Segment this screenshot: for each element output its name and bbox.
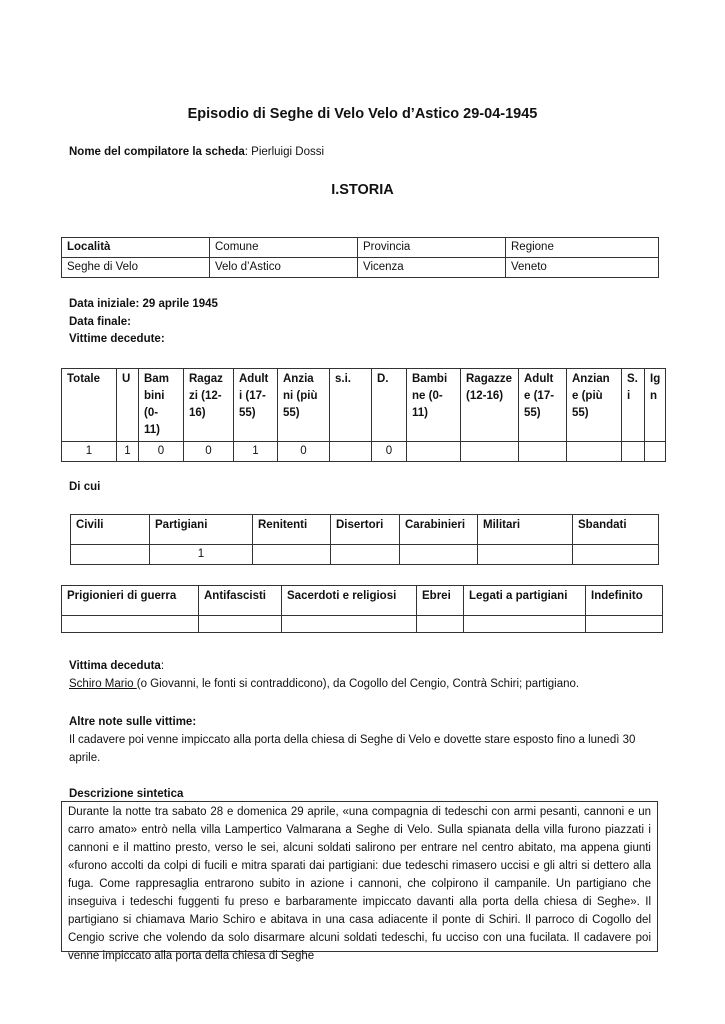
victims-header-cell-line: 11): [412, 407, 428, 419]
category-table-1: [70, 514, 659, 565]
victims-header-cell-line: 11): [144, 424, 160, 436]
victims-header-cell-line: Bam: [144, 373, 169, 385]
location-header-row: [62, 238, 659, 258]
victims-value-cell: [645, 442, 666, 462]
category-1-value-row: [71, 545, 659, 565]
victims-header-cell: [62, 369, 117, 442]
victims-value-cell: [567, 442, 622, 462]
victims-header-cell-line: Ig: [650, 373, 661, 385]
victims-header-cell: [117, 369, 139, 442]
category-2-header-cell: Antifascisti: [199, 586, 282, 616]
victims-header-cell: [567, 369, 622, 442]
victims-header-cell: [184, 369, 234, 442]
victims-header-cell: [234, 369, 278, 442]
victims-header-cell-line: e (17-: [524, 390, 555, 402]
victims-header-cell-line: 55): [572, 407, 589, 419]
victims-header-cell-line: Adult: [524, 373, 554, 385]
category-1-header-cell: Carabinieri: [400, 515, 478, 545]
victims-value-cell: [330, 442, 372, 462]
description-label: Descrizione sintetica: [69, 788, 184, 800]
category-1-value-cell: [71, 545, 150, 565]
category-2-header-cell: Ebrei: [417, 586, 464, 616]
victims-header-cell: [407, 369, 461, 442]
category-table-2: [61, 585, 663, 633]
di-cui-label: Di cui: [69, 481, 101, 493]
victims-value-cell: [461, 442, 519, 462]
victims-header-cell-line: i (17-: [239, 390, 266, 402]
dates-block: [69, 296, 218, 349]
victims-value-row: [62, 442, 666, 462]
page-title: Episodio di Seghe di Velo Velo d’Astico 29-04-1945: [187, 106, 538, 122]
victims-label: Vittime decedute:: [69, 333, 165, 345]
category-2-header-cell: Prigionieri di guerra: [62, 586, 199, 616]
location-value-cell: Veneto: [506, 258, 659, 278]
category-1-header-cell: Sbandati: [573, 515, 659, 545]
category-2-value-row: [62, 616, 663, 633]
victims-header-cell-line: e (più: [572, 390, 603, 402]
location-table: [61, 237, 659, 278]
victim-details: (o Giovanni, le fonti si contraddicono), da Cogollo del Cengio, Contrà Schiri; partigiano.: [136, 678, 580, 690]
victims-value-cell: [407, 442, 461, 462]
victim-section: [69, 657, 657, 693]
victims-header-cell-line: Adult: [239, 373, 269, 385]
victims-header-cell-line: Anzia: [283, 373, 314, 385]
location-value-cell: Seghe di Velo: [62, 258, 210, 278]
category-1-value-cell: [331, 545, 400, 565]
victims-header-cell: [372, 369, 407, 442]
category-1-header-cell: Disertori: [331, 515, 400, 545]
compiler-separator: :: [244, 146, 252, 158]
victims-header-cell-line: (0-: [144, 407, 159, 419]
victims-header-cell-line: ne (0-: [412, 390, 443, 402]
description-box: Durante la notte tra sabato 28 e domenica 29 aprile, «una compagnia di tedeschi con armi pesanti, cannoni e un carro amato» entrò nella villa Lampertico Valmarana a Seghe di Velo. Sulla spianata della villa furono piazzati i cannoni e il mattino presto, verso le sei, alcuni soldati salirono per entrare nel centro abitato, ma appena giunti «furono accolti da colpi di fucili e mitra sparati dai partigiani: due tedeschi rimasero uccisi e gli altri si dettero alla fuga. Come rappresaglia entrarono subito in azione i cannoni, che colpirono il campanile. Un partigiano che inseguiva i tedeschi fuggenti fu preso e barbaramente impiccato davanti alla porta della chiesa di Seghe». Il partigiano si chiamava Mario Schiro e abitava in una casa adiacente il ponte di Schiri. Il parroco di Cogollo del Cengio scrive che volendo da solo disarmare alcuni soldati tedeschi, fu ucciso con una fucilata. Il cadavere poi venne impiccato alla porta della chiesa di Seghe: [61, 801, 658, 952]
victims-header-cell-line: i: [627, 390, 631, 402]
category-2-header-cell: Legati a partigiani: [464, 586, 586, 616]
notes-text: Il cadavere poi venne impiccato alla porta della chiesa di Seghe di Velo e dovette stare esposto fino a lunedì 30 aprile.: [69, 734, 636, 764]
victims-header-cell-line: Anzian: [572, 373, 610, 385]
victims-header-cell-line: Ragaz: [189, 373, 223, 385]
compiler-label: Nome del compilatore la scheda: [69, 146, 245, 158]
location-header-cell: Provincia: [358, 238, 506, 258]
category-1-header-cell: Partigiani: [150, 515, 253, 545]
victims-header-cell-line: 55): [524, 407, 541, 419]
victims-header-row: [62, 369, 666, 442]
victims-header-cell-line: s.i.: [335, 373, 351, 385]
victims-header-cell-line: n: [650, 390, 658, 402]
start-date: Data iniziale: 29 aprile 1945: [69, 298, 218, 310]
location-header-cell: Località: [62, 238, 210, 258]
category-2-value-cell: [199, 616, 282, 633]
victims-header-cell: [139, 369, 184, 442]
victims-header-cell-line: 55): [283, 407, 300, 419]
notes-section: [69, 713, 657, 767]
victims-header-cell-line: D.: [377, 373, 389, 385]
category-2-header-row: [62, 586, 663, 616]
category-1-header-cell: Civili: [71, 515, 150, 545]
end-date: Data finale:: [69, 315, 131, 328]
victims-value-cell: 1: [62, 442, 117, 462]
victims-header-cell-line: Bambi: [412, 373, 448, 385]
victims-value-cell: 1: [117, 442, 139, 462]
victims-header-cell-line: zi (12-: [189, 390, 222, 402]
victims-value-cell: 0: [372, 442, 407, 462]
victims-header-cell-line: ni (più: [283, 390, 318, 402]
category-2-value-cell: [417, 616, 464, 633]
location-value-cell: Vicenza: [358, 258, 506, 278]
victim-name: Schiro Mario: [69, 678, 137, 690]
category-1-value-cell: [253, 545, 331, 565]
victims-table: [61, 368, 666, 462]
victims-header-cell: [461, 369, 519, 442]
victims-value-cell: 0: [184, 442, 234, 462]
victims-header-cell: [278, 369, 330, 442]
location-value-cell: Velo d’Astico: [210, 258, 358, 278]
location-header-cell: Regione: [506, 238, 659, 258]
category-2-value-cell: [62, 616, 199, 633]
category-2-header-cell: Sacerdoti e religiosi: [282, 586, 417, 616]
location-header-cell: Comune: [210, 238, 358, 258]
location-value-row: [62, 258, 659, 278]
category-1-header-cell: Renitenti: [253, 515, 331, 545]
category-2-value-cell: [586, 616, 663, 633]
victims-value-cell: [622, 442, 645, 462]
victims-value-cell: 0: [278, 442, 330, 462]
victims-header-cell: [330, 369, 372, 442]
category-1-value-cell: [573, 545, 659, 565]
category-2-value-cell: [464, 616, 586, 633]
victims-header-cell-line: Totale: [67, 373, 101, 385]
victims-value-cell: [519, 442, 567, 462]
category-2-value-cell: [282, 616, 417, 633]
category-1-value-cell: [400, 545, 478, 565]
notes-label: Altre note sulle vittime:: [69, 716, 197, 728]
victims-value-cell: 0: [139, 442, 184, 462]
section-title: I.STORIA: [331, 182, 394, 198]
victims-header-cell-line: 55): [239, 407, 256, 419]
category-2-header-cell: Indefinito: [586, 586, 663, 616]
victims-header-cell-line: (12-16): [466, 390, 504, 402]
compiler-line: [69, 146, 324, 158]
victims-header-cell-line: Ragazze: [466, 373, 513, 385]
victims-header-cell: [622, 369, 645, 442]
compiler-name: Pierluigi Dossi: [251, 146, 325, 158]
victim-label: Vittima deceduta: [69, 660, 161, 672]
victim-separator: :: [160, 660, 165, 672]
category-1-header-cell: Militari: [478, 515, 573, 545]
category-1-value-cell: 1: [150, 545, 253, 565]
category-1-header-row: [71, 515, 659, 545]
category-1-value-cell: [478, 545, 573, 565]
victims-value-cell: 1: [234, 442, 278, 462]
victims-header-cell-line: bini: [144, 390, 165, 402]
victims-header-cell: [519, 369, 567, 442]
victims-header-cell: [645, 369, 666, 442]
victims-header-cell-line: U: [122, 373, 131, 385]
victims-header-cell-line: S.: [627, 373, 638, 385]
victims-header-cell-line: 16): [189, 407, 206, 419]
